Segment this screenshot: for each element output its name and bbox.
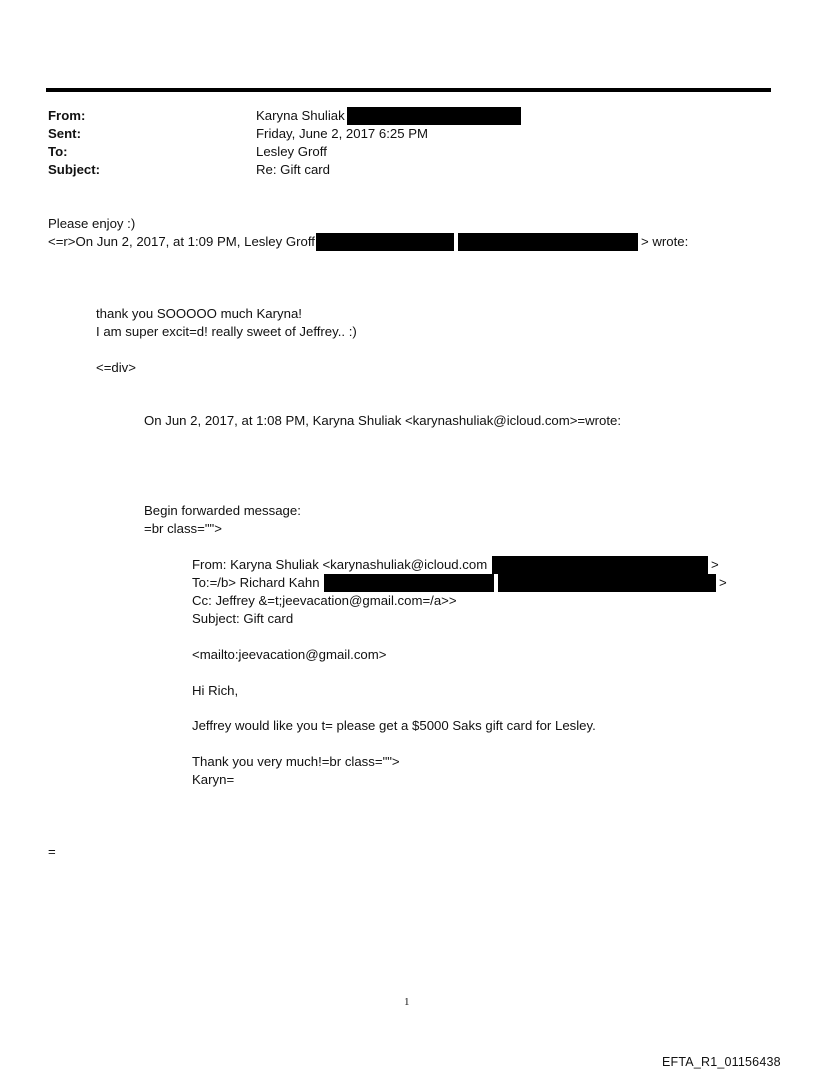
forward-from: From: Karyna Shuliak <karynashuliak@icloud.com [192, 557, 488, 572]
page-number: 1 [404, 996, 410, 1008]
body-line-enjoy: Please enjoy :) [48, 216, 136, 231]
redaction-box [347, 107, 521, 125]
reply-line-1: thank you SOOOOO much Karyna! [96, 306, 302, 321]
to-value: Lesley Groff [256, 144, 327, 159]
reply-line-2: I am super excit=d! really sweet of Jeffrey.. :) [96, 324, 357, 339]
forward-to: To:=/b> Richard Kahn [192, 575, 320, 590]
forward-to-end: > [719, 575, 727, 590]
redaction-box [458, 233, 638, 251]
trailing-equals: = [48, 844, 56, 859]
greeting-line: Hi Rich, [192, 683, 239, 698]
forward-subject: Subject: Gift card [192, 611, 294, 626]
from-value: Karyna Shuliak [256, 108, 345, 123]
document-id: EFTA_R1_01156438 [662, 1055, 781, 1069]
sent-label: Sent: [48, 126, 81, 141]
mailto-line: <mailto:jeevacation@gmail.com> [192, 647, 387, 662]
redaction-box [324, 574, 494, 592]
to-label: To: [48, 144, 68, 159]
div-tag-line: <=div> [96, 360, 136, 375]
forward-br-tag: =br class=""> [144, 521, 222, 536]
from-label: From: [48, 108, 86, 123]
thanks-line: Thank you very much!=br class=""> [192, 754, 400, 769]
sent-value: Friday, June 2, 2017 6:25 PM [256, 126, 429, 141]
forward-from-end: > [711, 557, 719, 572]
subject-value: Re: Gift card [256, 162, 331, 177]
subject-label: Subject: [48, 162, 101, 177]
redaction-box [498, 574, 716, 592]
top-rule [46, 88, 771, 92]
body-line-wrote-prefix: <=r>On Jun 2, 2017, at 1:09 PM, Lesley Groff [48, 234, 315, 249]
redaction-box [316, 233, 454, 251]
forward-cc: Cc: Jeffrey &=t;jeevacation@gmail.com=/a>> [192, 593, 457, 608]
body-line-wrote-suffix: > wrote: [641, 234, 689, 249]
quote-header: On Jun 2, 2017, at 1:08 PM, Karyna Shuliak <karynashuliak@icloud.com>=wrote: [144, 413, 622, 428]
message-line: Jeffrey would like you t= please get a $5000 Saks gift card for Lesley. [192, 718, 596, 733]
redaction-box [492, 556, 708, 574]
forward-intro: Begin forwarded message: [144, 503, 301, 518]
signature-line: Karyn= [192, 772, 235, 787]
